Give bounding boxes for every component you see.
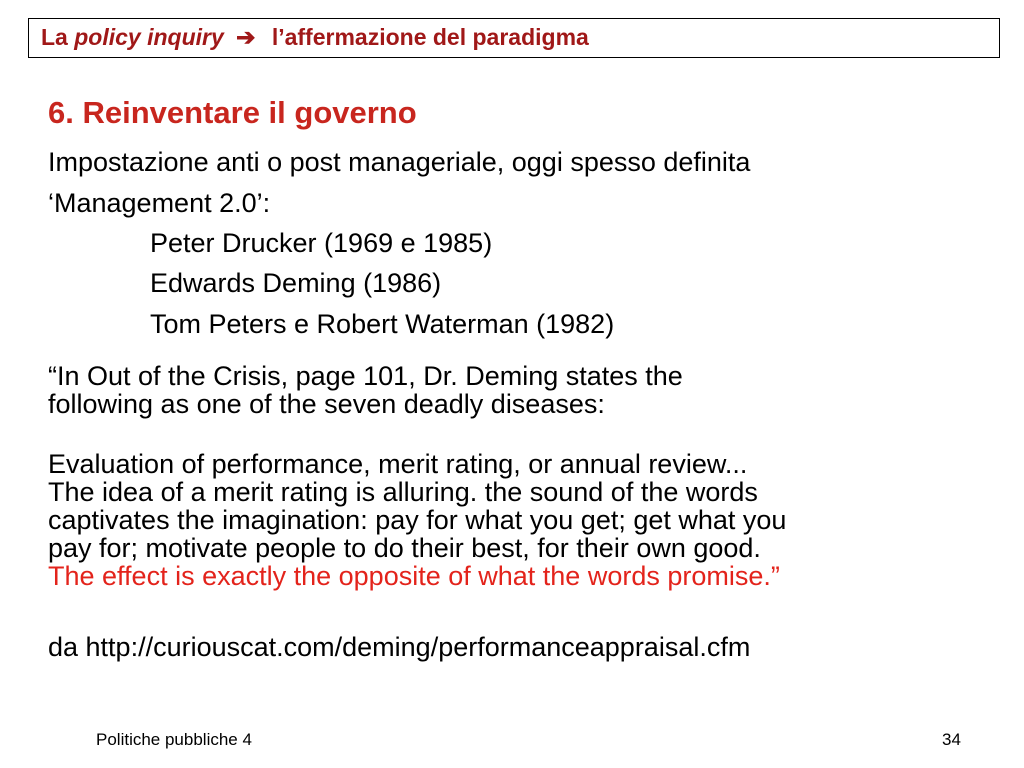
- author-item: Peter Drucker (1969 e 1985): [150, 228, 493, 258]
- page-number: 34: [942, 730, 961, 749]
- quote-body-line: The idea of a merit rating is alluring. the sound of the words: [48, 477, 758, 507]
- quote-body: [48, 450, 998, 590]
- quote-body-line: captivates the imagination: pay for what you get; get what you: [48, 505, 787, 535]
- section-title: 6. Reinventare il governo: [48, 95, 417, 130]
- source-link: da http://curiouscat.com/deming/performanceappraisal.cfm: [48, 632, 751, 662]
- quote-body-line: pay for; motivate people to do their best, for their own good.: [48, 533, 761, 563]
- quote-intro-line: “In Out of the Crisis, page 101, Dr. Deming states the: [48, 361, 683, 391]
- quote-intro: [48, 362, 998, 418]
- header-suffix: l’affermazione del paradigma: [271, 24, 589, 50]
- header-italic-term: policy inquiry: [74, 24, 224, 50]
- author-item: Tom Peters e Robert Waterman (1982): [150, 309, 615, 339]
- header-title: [41, 24, 589, 51]
- arrow-right-icon: ➔: [236, 24, 256, 50]
- header-prefix: La: [41, 24, 68, 50]
- slide-header: [28, 18, 1000, 58]
- intro-line-1: Impostazione anti o post manageriale, oggi spesso definita: [48, 147, 751, 177]
- footer-course-title: Politiche pubbliche 4: [96, 730, 252, 749]
- quote-highlight: The effect is exactly the opposite of what the words promise.”: [48, 561, 780, 591]
- quote-body-line: Evaluation of performance, merit rating, or annual review...: [48, 449, 748, 479]
- author-item: Edwards Deming (1986): [150, 268, 442, 298]
- intro-line-2: ‘Management 2.0’:: [48, 188, 271, 218]
- quote-intro-line: following as one of the seven deadly diseases:: [48, 389, 605, 419]
